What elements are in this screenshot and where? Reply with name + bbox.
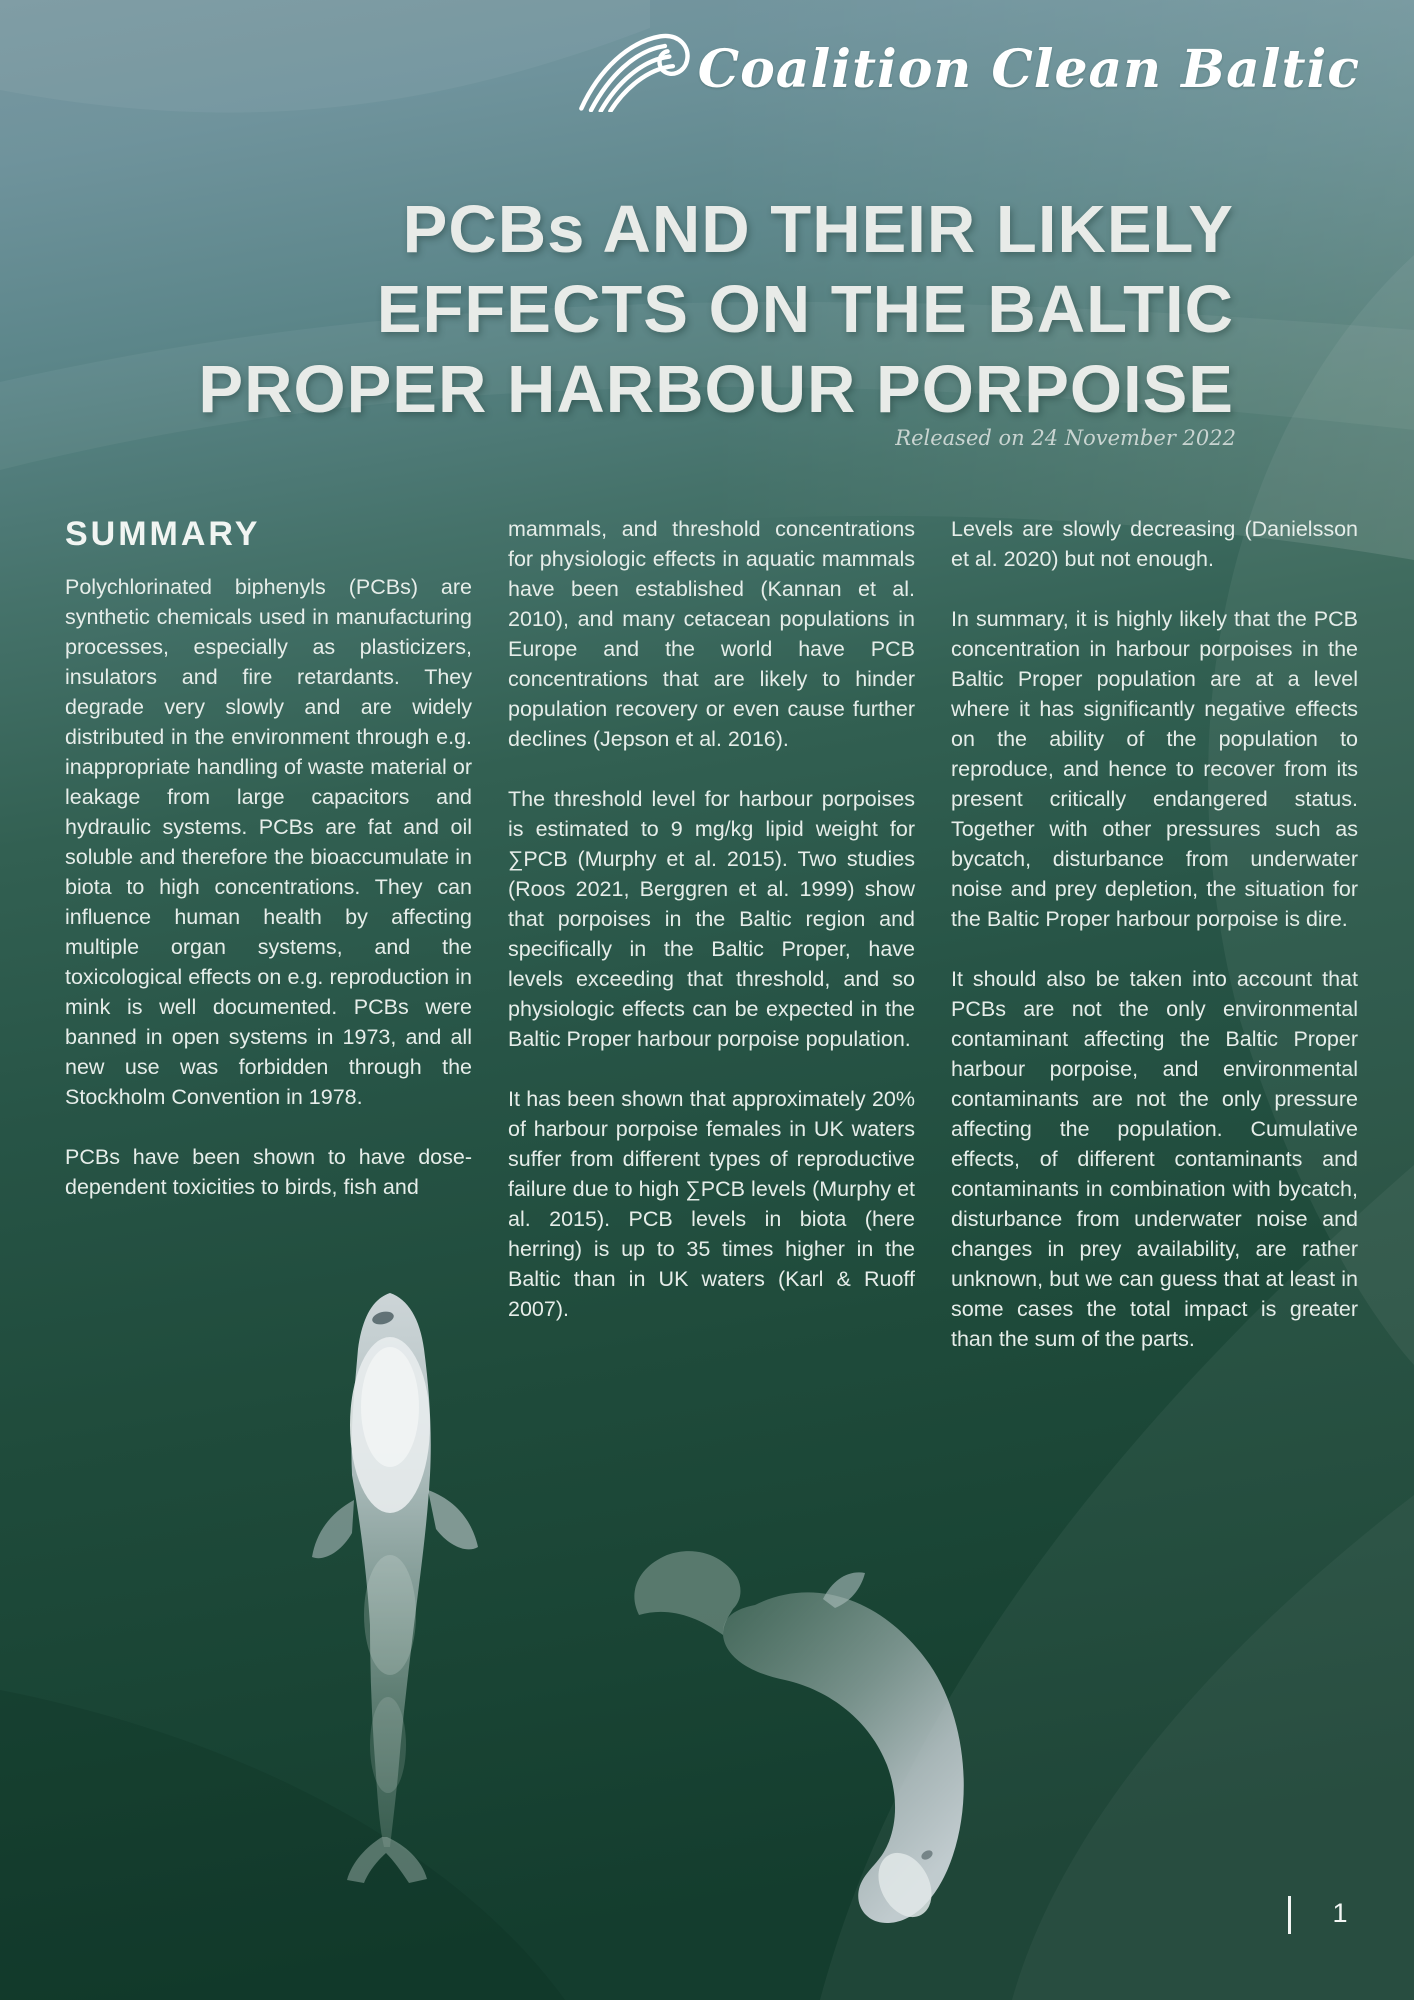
paragraph: It has been shown that approximately 20% of harbour porpoise females in UK waters suffer from different types of reproductive failure due to high ∑PCB levels (Murphy et al. 2015). PCB levels in biota (here herring) is up to 35 times higher in the Baltic than in UK waters (Karl & Ruoff 2007). (508, 1087, 915, 1321)
body-columns (65, 514, 1358, 1384)
wave-swoosh-icon (576, 24, 694, 112)
column-3 (951, 514, 1358, 1384)
title-line-3: PROPER HARBOUR PORPOISE (198, 352, 1234, 427)
page-number: 1 (1332, 1898, 1348, 1928)
paragraph: It should also be taken into account that PCBs are not the only environmental contaminant affecting the Baltic Proper harbour porpoise, and environmental contaminants are not the only pressure affecting the population. Cumulative effects, of different contaminants and contaminants in combination with bycatch, disturbance from underwater noise and changes in prey availability, are rather unknown, but we can guess that at least in some cases the total impact is greater than the sum of the parts. (951, 967, 1358, 1351)
column-2 (508, 514, 915, 1384)
paragraph: mammals, and threshold concentrations for physiologic effects in aquatic mammals have been established (Kannan et al. 2010), and many cetacean populations in Europe and the world have PCB concentrations that are likely to hinder population recovery or even cause further declines (Jepson et al. 2016). (508, 517, 915, 751)
paragraph: Polychlorinated biphenyls (PCBs) are synthetic chemicals used in manufacturing processes, especially as plasticizers, insulators and fire retardants. They degrade very slowly and are widely distributed in the environment through e.g. inappropriate handling of waste material or leakage from large capacitors and hydraulic systems. PCBs are fat and oil soluble and therefore the bioaccumulate in biota to high concentrations. They can influence human health by affecting multiple organ systems, and the toxicological effects on e.g. reproduction in mink is well documented. PCBs were banned in open systems in 1973, and all new use was forbidden through the Stockholm Convention in 1978. (65, 575, 472, 1109)
title-line-2: EFFECTS ON THE BALTIC (376, 272, 1234, 347)
summary-heading: SUMMARY (65, 515, 261, 553)
footer-divider (1288, 1896, 1291, 1934)
column-1 (65, 514, 472, 1384)
paragraph: In summary, it is highly likely that the PCB concentration in harbour porpoises in the Baltic Proper population are at a level where it has significantly negative effects on the ability of the population to reproduce, and hence to recover from its present critically endangered status. Together with other pressures such as bycatch, disturbance from underwater noise and prey depletion, the situation for the Baltic Proper harbour porpoise is dire. (951, 607, 1358, 931)
paragraph: Levels are slowly decreasing (Danielsson et al. 2020) but not enough. (951, 517, 1358, 571)
logo (576, 26, 1360, 112)
release-date: Released on 24 November 2022 (895, 426, 1236, 450)
paragraph: PCBs have been shown to have dose-dependent toxicities to birds, fish and (65, 1145, 472, 1199)
paragraph: The threshold level for harbour porpoises is estimated to 9 mg/kg lipid weight for ∑PCB (Murphy et al. 2015). Two studies (Roos 2021, Berggren et al. 1999) show that porpoises in the Baltic region and specifically in the Baltic Proper, have levels exceeding that threshold, and so physiologic effects can be expected in the Baltic Proper harbour porpoise population. (508, 787, 915, 1051)
title-line-1: PCBs AND THEIR LIKELY (402, 192, 1234, 267)
logo-text: Coalition Clean Baltic (697, 38, 1360, 100)
page-title (198, 190, 1234, 430)
